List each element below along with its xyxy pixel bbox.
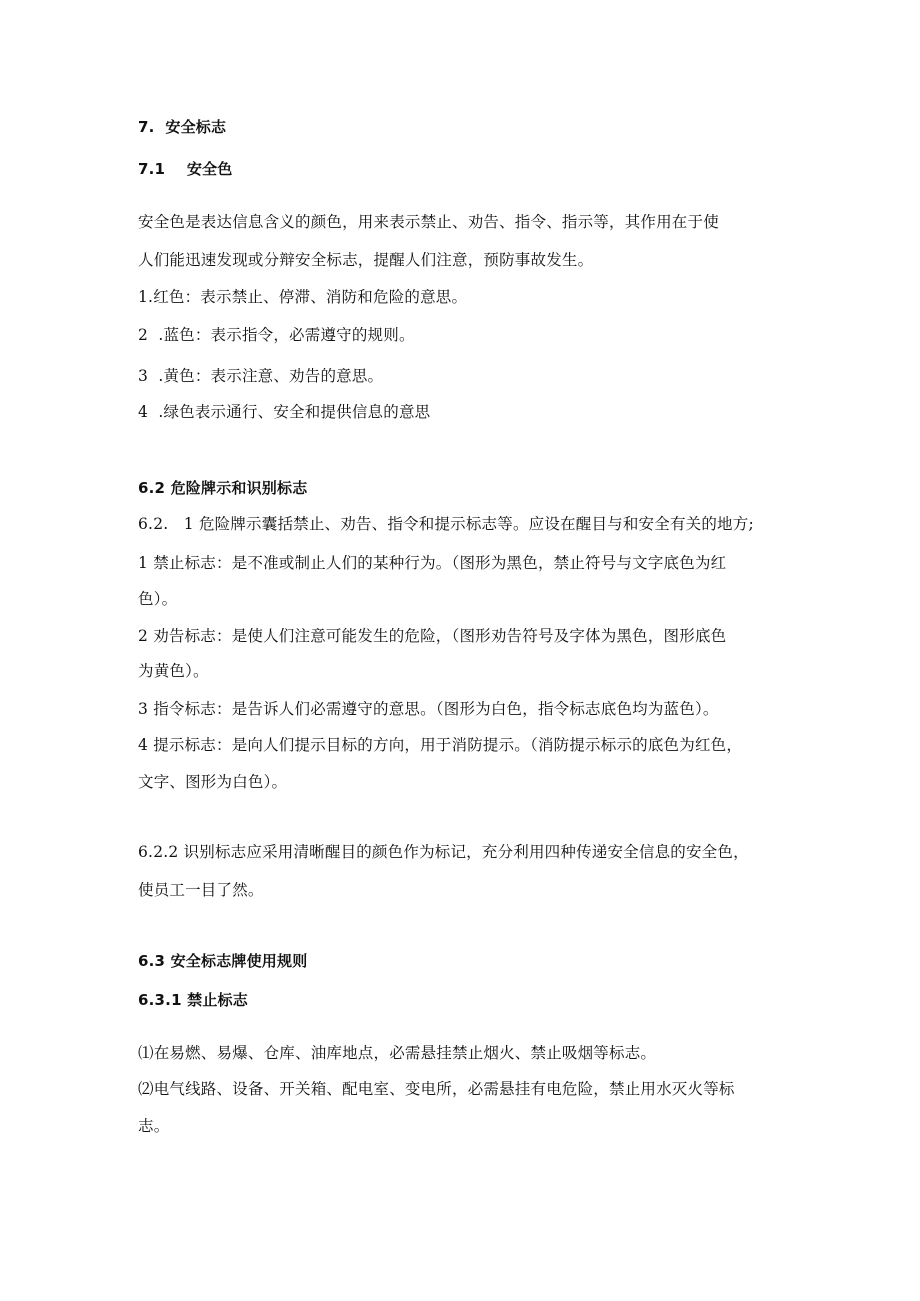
section-heading-6-3: 6.3 安全标志牌使用规则 xyxy=(138,952,308,970)
rule-item-2-line-2: 志。 xyxy=(138,1117,170,1135)
section-heading-7: 7. 安全标志 xyxy=(138,118,227,136)
paragraph-6-2-1: 6.2. 1 危险牌示囊括禁止、劝告、指令和提示标志等。应设在醒目与和安全有关的地方; xyxy=(138,515,754,533)
color-item-yellow: 3 .黄色：表示注意、劝告的意思。 xyxy=(138,367,384,385)
sign-item-instruction: 3 指令标志：是告诉人们必需遵守的意思。（图形为白色，指令标志底色均为蓝色）。 xyxy=(138,700,719,718)
color-item-green: 4 .绿色表示通行、安全和提供信息的意思 xyxy=(138,403,431,421)
sign-item-prohibition-line-2: 色）。 xyxy=(138,590,178,608)
section-heading-6-2: 6.2 危险牌示和识别标志 xyxy=(138,479,308,497)
sign-item-warning-line-1: 2 劝告标志：是使人们注意可能发生的危险，（图形劝告符号及字体为黑色，图形底色 xyxy=(138,627,727,645)
paragraph-6-2-2-line-2: 使员工一目了然。 xyxy=(138,881,264,899)
color-item-blue: 2 .蓝色：表示指令，必需遵守的规则。 xyxy=(138,326,415,344)
sign-item-prohibition-line-1: 1 禁止标志：是不准或制止人们的某种行为。（图形为黑色，禁止符号与文字底色为红 xyxy=(138,554,727,572)
subsection-heading-7-1: 7.1 安全色 xyxy=(138,160,233,178)
paragraph-safety-color-line-2: 人们能迅速发现或分辩安全标志，提醒人们注意，预防事故发生。 xyxy=(138,251,594,269)
sign-item-warning-line-2: 为黄色）。 xyxy=(138,662,209,680)
paragraph-safety-color-line-1: 安全色是表达信息含义的颜色，用来表示禁止、劝告、指令、指示等，其作用在于使 xyxy=(138,213,719,231)
color-item-red: 1.红色：表示禁止、停滞、消防和危险的意思。 xyxy=(138,288,468,306)
paragraph-6-2-2-line-1: 6.2.2 识别标志应采用清晰醒目的颜色作为标记，充分利用四种传递安全信息的安全色， xyxy=(138,843,749,861)
subsection-heading-6-3-1: 6.3.1 禁止标志 xyxy=(138,991,248,1009)
rule-item-1: ⑴在易燃、易爆、仓库、油库地点，必需悬挂禁止烟火、禁止吸烟等标志。 xyxy=(138,1044,657,1062)
rule-item-2-line-1: ⑵电气线路、设备、开关箱、配电室、变电所，必需悬挂有电危险，禁止用水灭火等标 xyxy=(138,1080,735,1098)
sign-item-indication-line-1: 4 提示标志：是向人们提示目标的方向，用于消防提示。（消防提示标示的底色为红色， xyxy=(138,736,743,754)
sign-item-indication-line-2: 文字、图形为白色）。 xyxy=(138,773,288,791)
